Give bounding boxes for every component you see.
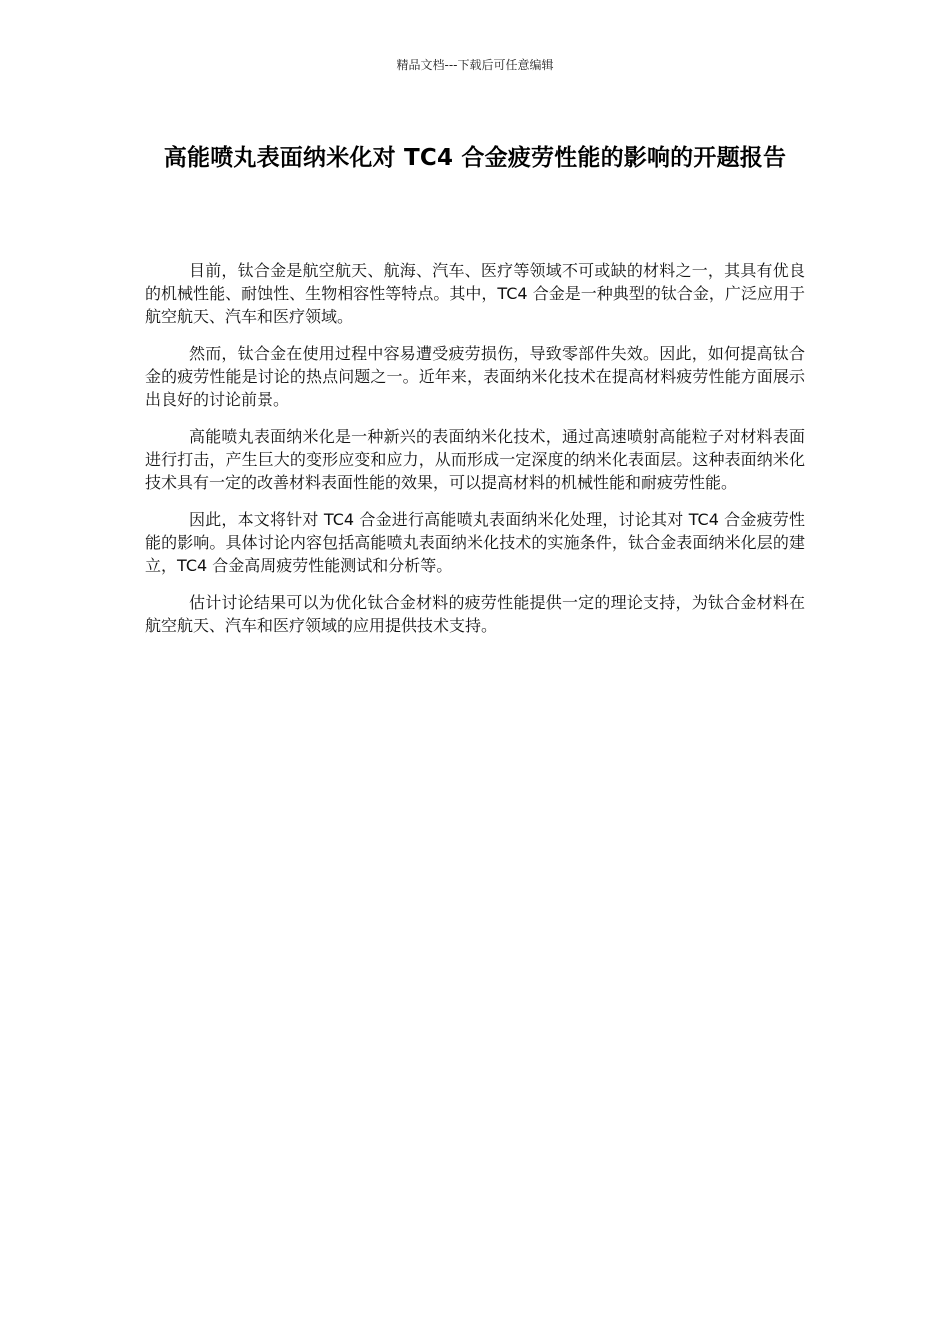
paragraph-4: 因此，本文将针对 TC4 合金进行高能喷丸表面纳米化处理，讨论其对 TC4 合金疲劳性能的影响。具体讨论内容包括高能喷丸表面纳米化技术的实施条件，钛合金表面纳米化层的建立，TC4 合金高周疲劳性能测试和分析等。 — [145, 510, 805, 575]
document-body — [145, 259, 805, 651]
paragraph-1: 目前，钛合金是航空航天、航海、汽车、医疗等领域不可或缺的材料之一，其具有优良的机械性能、耐蚀性、生物相容性等特点。其中，TC4 合金是一种典型的钛合金，广泛应用于航空航天、汽车和医疗领域。 — [145, 261, 805, 326]
paragraph-3: 高能喷丸表面纳米化是一种新兴的表面纳米化技术，通过高速喷射高能粒子对材料表面进行打击，产生巨大的变形应变和应力，从而形成一定深度的纳米化表面层。这种表面纳米化技术具有一定的改善材料表面性能的效果，可以提高材料的机械性能和耐疲劳性能。 — [145, 427, 805, 492]
header-note: 精品文档---下载后可任意编辑 — [396, 58, 554, 72]
paragraph-5: 估计讨论结果可以为优化钛合金材料的疲劳性能提供一定的理论支持，为钛合金材料在航空航天、汽车和医疗领域的应用提供技术支持。 — [145, 593, 805, 635]
paragraph-2: 然而，钛合金在使用过程中容易遭受疲劳损伤，导致零部件失效。因此，如何提高钛合金的疲劳性能是讨论的热点问题之一。近年来，表面纳米化技术在提高材料疲劳性能方面展示出良好的讨论前景。 — [145, 344, 805, 409]
document-title: 高能喷丸表面纳米化对 TC4 合金疲劳性能的影响的开题报告 — [163, 145, 787, 171]
